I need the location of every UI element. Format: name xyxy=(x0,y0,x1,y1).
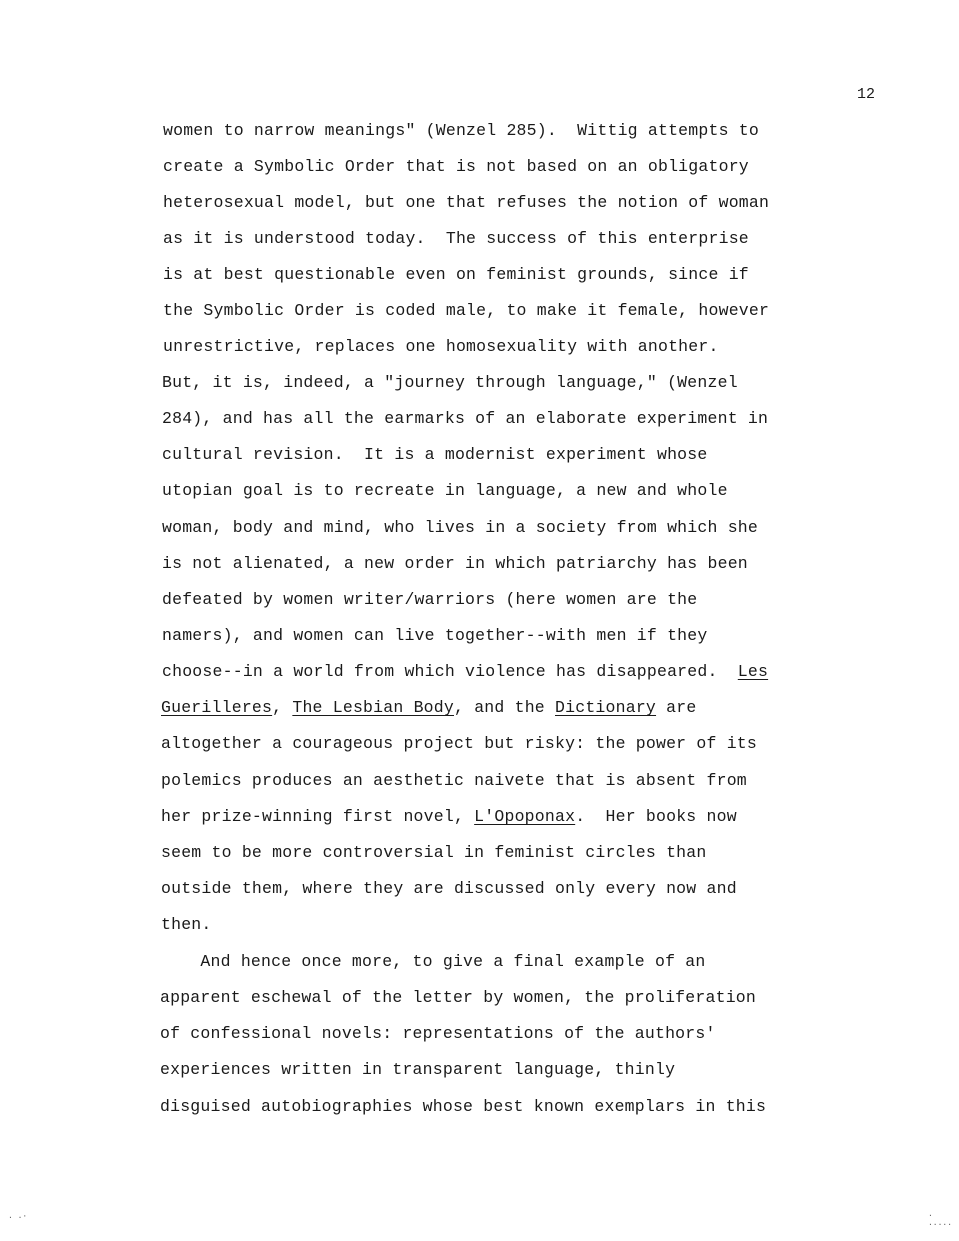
text-line: utopian goal is to recreate in language, a new and whole xyxy=(162,481,728,500)
text-line: cultural revision. It is a modernist experiment whose xyxy=(162,445,708,464)
scan-artifact: . .· xyxy=(8,1212,28,1221)
text-line: namers), and women can live together--with men if they xyxy=(162,626,708,645)
text-line: is at best questionable even on feminist grounds, since if xyxy=(163,265,749,284)
text-run: her prize-winning first novel, xyxy=(161,807,475,826)
text-line: experiences written in transparent language, thinly xyxy=(160,1060,676,1079)
text-line: apparent eschewal of the letter by women, the proliferation xyxy=(160,988,756,1007)
text-line xyxy=(161,698,696,718)
text-line: But, it is, indeed, a "journey through language," (Wenzel xyxy=(162,373,738,392)
text-line xyxy=(162,662,768,682)
text-line xyxy=(161,807,737,827)
text-line: disguised autobiographies whose best known exemplars in this xyxy=(160,1097,767,1116)
text-line: seem to be more controversial in feminist circles than xyxy=(161,843,707,862)
text-line: as it is understood today. The success of this enterprise xyxy=(163,229,749,248)
text-line: the Symbolic Order is coded male, to make it female, however xyxy=(163,301,770,320)
text-line: woman, body and mind, who lives in a society from which she xyxy=(162,518,758,537)
book-title-dictionary: Dictionary xyxy=(555,698,657,717)
text-run: . Her books now xyxy=(575,807,737,826)
text-line: 284), and has all the earmarks of an elaborate experiment in xyxy=(162,409,769,428)
page-number: 12 xyxy=(857,86,876,103)
text-line: of confessional novels: representations of the authors' xyxy=(160,1024,716,1043)
text-line: heterosexual model, but one that refuses the notion of woman xyxy=(163,193,770,212)
text-line: women to narrow meanings" (Wenzel 285). Wittig attempts to xyxy=(163,121,759,140)
book-title-les-guerilleres: Les xyxy=(737,662,769,681)
text-line: create a Symbolic Order that is not based on an obligatory xyxy=(163,157,749,176)
text-line: And hence once more, to give a final example of an xyxy=(160,952,706,971)
text-line: outside them, where they are discussed only every now and xyxy=(161,879,737,898)
text-line: unrestrictive, replaces one homosexuality with another. xyxy=(163,337,719,356)
text-line: then. xyxy=(161,915,212,934)
text-line: altogether a courageous project but risky: the power of its xyxy=(161,734,757,753)
text-run: are xyxy=(656,698,697,717)
text-run: , xyxy=(272,698,293,717)
book-title-lopoponax: L'Opoponax xyxy=(474,807,576,826)
text-line: polemics produces an aesthetic naivete that is absent from xyxy=(161,771,747,790)
scan-artifact: . ..... xyxy=(928,1210,953,1228)
text-line: is not alienated, a new order in which patriarchy has been xyxy=(162,554,748,573)
text-run: choose--in a world from which violence has disappeared. xyxy=(162,662,738,681)
text-line: defeated by women writer/warriors (here women are the xyxy=(162,590,698,609)
text-run: , and the xyxy=(453,698,556,717)
book-title-les-guerilleres: Guerilleres xyxy=(161,698,273,717)
book-title-the-lesbian-body: The Lesbian Body xyxy=(292,698,454,717)
